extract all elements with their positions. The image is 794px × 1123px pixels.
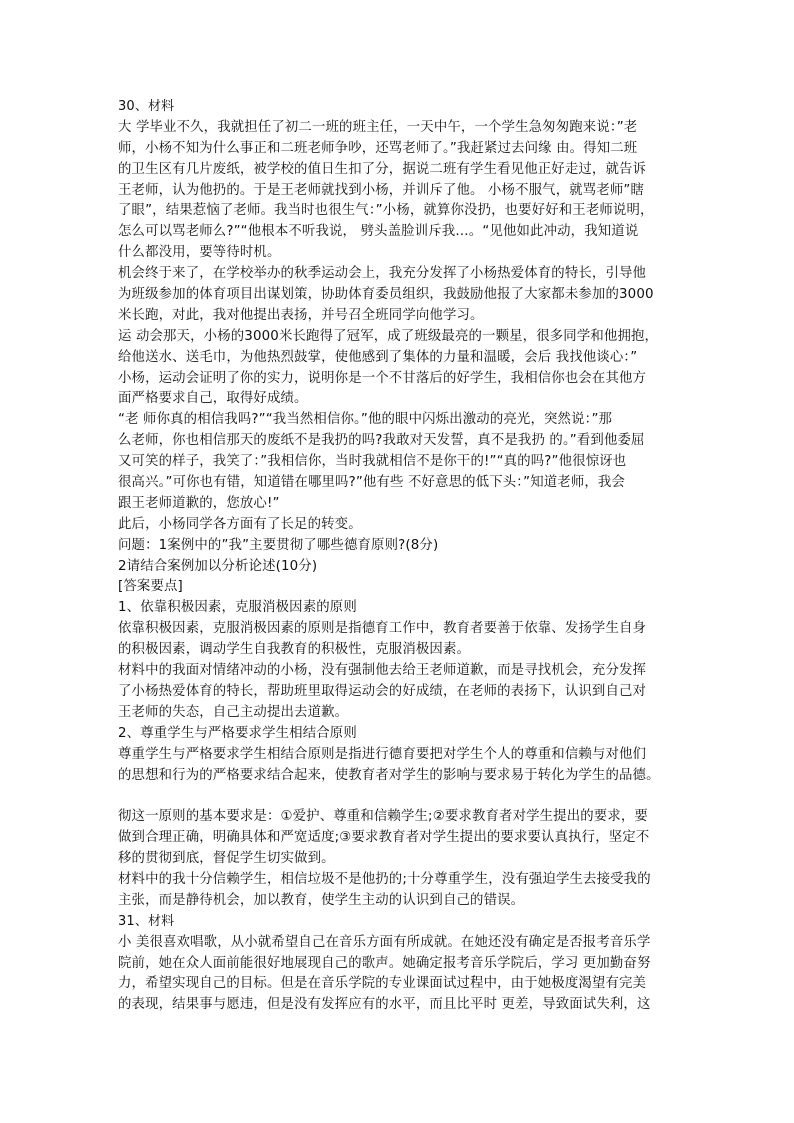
question-line: 2请结合案例加以分析论述(10分)	[118, 558, 318, 574]
text-line: 运 动会那天，小杨的3000米长跑得了冠军，成了班级最亮的一颗星，很多同学和他拥抱，	[118, 328, 659, 344]
text-line: 王老师，认为他扔的。于是王老师就找到小杨，并训斥了他。 小杨不服气，就骂老师”瞎	[118, 182, 645, 198]
text-line: 机会终于来了，在学校举办的秋季运动会上，我充分发挥了小杨热爱体育的特长，引导他	[118, 266, 647, 282]
text-line: 又可笑的样子，我笑了：”我相信你，当时我就相信不是你干的!”“真的吗?”他很惊讶也	[118, 454, 627, 470]
text-line: 做到合理正确，明确具体和严宽适度;③要求教育者对学生提出的要求要认真执行，坚定不	[118, 830, 650, 846]
text-line: 的卫生区有几片废纸，被学校的值日生扣了分，据说二班有学生看见他正好走过，就告诉	[118, 161, 647, 177]
blank-line	[118, 786, 688, 807]
text-line: 很高兴。”可你也有错，知道错在哪里吗?”他有些 不好意思的低下头：”知道老师，我会	[118, 475, 625, 491]
text-line: “老 师你真的相信我吗?”“我当然相信你。”他的眼中闪烁出激动的亮光，突然说：”那	[118, 412, 613, 428]
text-line: 尊重学生与严格要求学生相结合原则是指进行德育要把对学生个人的尊重和信赖与对他们	[118, 746, 647, 762]
text-line: 移的贯彻到底，督促学生切实做到。	[118, 851, 335, 867]
text-line: 此后，小杨同学各方面有了长足的转变。	[118, 516, 362, 532]
question-line: 问题：1案例中的”我”主要贯彻了哪些德育原则?(8分)	[118, 537, 439, 553]
text-line: 的表现，结果事与愿违，但是没有发挥应有的水平，而且比平时 更差，导致面试失利，这	[118, 997, 651, 1013]
text-line: 为班级参加的体育项目出谋划策，协助体育委员组织，我鼓励他报了大家都未参加的3000	[118, 287, 654, 303]
text-line: 给他送水、送毛巾，为他热烈鼓掌，使他感到了集体的力量和温暖，会后 我找他谈心：”	[118, 349, 638, 365]
text-line: 主张，而是静待机会，加以教育，使学生主动的认识到自己的错误。	[118, 892, 525, 908]
text-line: 什么都没用，要等待时机。	[118, 245, 281, 261]
text-line: 米长跑，对此，我对他提出表扬，并号召全班同学向他学习。	[118, 307, 484, 323]
section-heading: 31、材料	[118, 913, 175, 929]
text-line: 了小杨热爱体育的特长，帮助班里取得运动会的好成绩，在老师的表扬下，认识到自己对	[118, 683, 647, 699]
text-line: 材料中的我十分信赖学生，相信垃圾不是他扔的;十分尊重学生，没有强迫学生去接受我的	[118, 871, 651, 887]
text-line: 小杨，运动会证明了你的实力，说明你是一个不甘落后的好学生，我相信你也会在其他方	[118, 370, 647, 386]
text-line: 师，小杨不知为什么事正和二班老师争吵，还骂老师了。”我赶紧过去问缘 由。得知二班	[118, 140, 638, 156]
text-line: 的积极因素，调动学生自我教育的积极性，克服消极因素。	[118, 642, 471, 658]
text-line: 力，希望实现自己的目标。但是在音乐学院的专业课面试过程中，由于她极度渴望有完美	[118, 976, 647, 992]
text-line: 怎么可以骂老师么?”“他根本不听我说， 劈头盖脸训斥我…。“见他如此冲动，我知道说	[118, 224, 639, 240]
text-line: 跟王老师道歉的，您放心!”	[118, 495, 280, 511]
text-line: 院前，她在众人面前能很好地展现自己的歌声。她确定报考音乐学院后，学习 更加勤奋努	[118, 955, 651, 971]
text-line: 依靠积极因素，克服消极因素的原则是指德育工作中，教育者要善于依靠、发扬学生自身	[118, 621, 647, 637]
text-line: 面严格要求自己，取得好成绩。	[118, 391, 308, 407]
text-line: 么老师，你也相信那天的废纸不是我扔的吗?我敢对天发誓，真不是我扔 的。”看到他委屈	[118, 433, 645, 449]
text-line: 小 美很喜欢唱歌，从小就希望自己在音乐方面有所成就。在她还没有确定是否报考音乐学	[118, 934, 651, 950]
principle-heading: 1、依靠积极因素，克服消极因素的原则	[118, 600, 357, 616]
answer-heading: [答案要点]	[118, 579, 183, 595]
section-heading: 30、材料	[118, 99, 175, 114]
principle-heading: 2、尊重学生与严格要求学生相结合原则	[118, 725, 357, 741]
text-line: 材料中的我面对情绪冲动的小杨，没有强制他去给王老师道歉，而是寻找机会，充分发挥	[118, 663, 647, 679]
text-line: 彻这一原则的基本要求是：①爱护、尊重和信赖学生;②要求教育者对学生提出的要求，要	[118, 809, 648, 825]
text-line: 了眼”，结果惹恼了老师。我当时也很生气：”小杨，就算你没扔，也要好好和王老师说明，	[118, 203, 654, 219]
text-line: 王老师的失态，自己主动提出去道歉。	[118, 704, 349, 720]
document-page	[118, 97, 688, 1016]
text-line: 的思想和行为的严格要求结合起来，使教育者对学生的影响与要求易于转化为学生的品德。	[118, 767, 660, 783]
text-line: 大 学毕业不久，我就担任了初二一班的班主任，一天中午，一个学生急匆匆跑来说：”老	[118, 119, 638, 135]
